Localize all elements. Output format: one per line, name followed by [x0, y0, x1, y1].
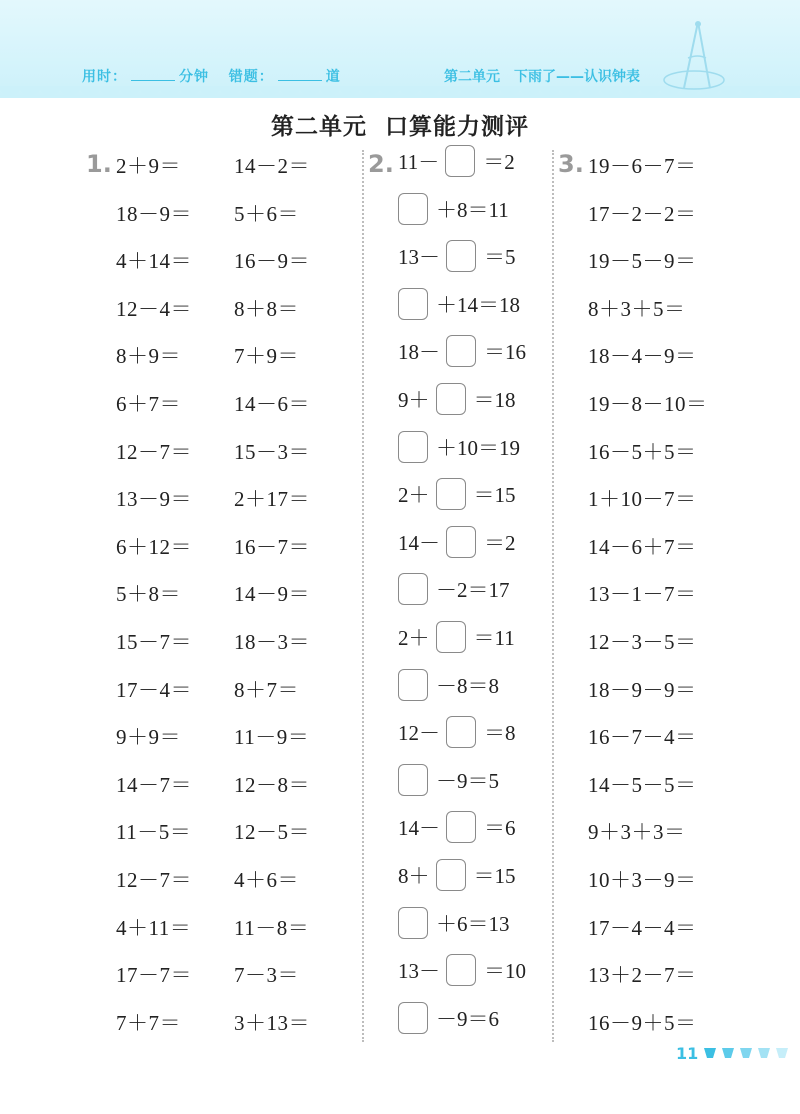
time-error-record [82, 66, 341, 86]
equation: 1＋10－7＝ [588, 487, 697, 512]
equation-suffix: ＝10 [484, 959, 526, 984]
equation: 13＋2－7＝ [588, 963, 697, 988]
fill-blank-equation [398, 954, 526, 986]
fill-blank-equation [398, 669, 499, 701]
equation: 14－9＝ [234, 582, 310, 607]
equation: 16－7－4＝ [588, 725, 697, 750]
time-unit: 分钟 [179, 69, 209, 85]
equation-suffix: －9＝5 [436, 768, 499, 793]
fill-blank-equation [398, 764, 499, 796]
equation-prefix: 14－ [398, 816, 440, 841]
equation: 11－9＝ [234, 725, 310, 750]
title-topic: 口算能力测评 [385, 114, 529, 140]
equation: 18－4－9＝ [588, 344, 697, 369]
equation-suffix: ＝11 [473, 626, 515, 650]
fill-blank-equation [398, 621, 515, 653]
answer-box[interactable] [446, 716, 476, 748]
equation: 8＋8＝ [234, 296, 299, 321]
equation-prefix: 13－ [398, 245, 440, 270]
fill-blank-equation [398, 526, 516, 558]
equation-suffix: ＋14＝18 [436, 292, 520, 317]
answer-box[interactable] [446, 335, 476, 367]
time-label: 用时： [82, 69, 127, 85]
column-divider [362, 150, 364, 1042]
equation: 11－5＝ [116, 820, 192, 845]
equation-prefix: 13－ [398, 959, 440, 984]
unit-label: 第二单元 [444, 69, 500, 85]
equation: 13－9＝ [116, 487, 192, 512]
equation: 9＋3＋3＝ [588, 820, 686, 845]
equation: 13－1－7＝ [588, 582, 697, 607]
equation: 17－4＝ [116, 677, 192, 702]
fill-blank-equation [398, 335, 526, 367]
answer-box[interactable] [436, 478, 466, 510]
equation: 15－7＝ [116, 630, 192, 654]
cup-decoration-icon [700, 1046, 800, 1060]
fill-blank-equation [398, 431, 520, 463]
equation: 14－6＋7＝ [588, 534, 697, 559]
cup-mark [740, 1048, 752, 1058]
answer-box[interactable] [398, 573, 428, 605]
answer-box[interactable] [446, 526, 476, 558]
equation-suffix: ＝8 [484, 721, 516, 746]
equation: 2＋17＝ [234, 487, 310, 512]
equation: 14－2＝ [234, 154, 310, 178]
equation-prefix: 8＋ [398, 864, 430, 888]
equation: 7＋7＝ [116, 1010, 181, 1035]
equation-suffix: ＋6＝13 [436, 911, 510, 936]
equation-prefix: 2＋ [398, 483, 430, 508]
page-title [0, 108, 800, 141]
equation: 3＋13＝ [234, 1010, 310, 1035]
fill-blank-equation [398, 383, 516, 415]
fill-blank-equation [398, 193, 509, 225]
equation-suffix: ＝2 [484, 530, 516, 555]
equation: 4＋6＝ [234, 868, 299, 892]
equation: 12－7＝ [116, 439, 192, 464]
errors-blank[interactable] [278, 68, 322, 81]
equation: 16－9＋5＝ [588, 1010, 697, 1035]
equation: 11－8＝ [234, 915, 310, 940]
section-number: 1. [86, 150, 112, 178]
cup-mark [722, 1048, 734, 1058]
answer-box[interactable] [446, 240, 476, 272]
answer-box[interactable] [436, 859, 466, 891]
compass-icon [660, 18, 730, 98]
equation: 8＋3＋5＝ [588, 296, 686, 321]
answer-box[interactable] [445, 145, 475, 177]
equation: 14－6＝ [234, 392, 310, 416]
equation: 12－5＝ [234, 820, 310, 845]
equation: 18－3＝ [234, 630, 310, 654]
equation: 6＋12＝ [116, 534, 192, 559]
equation: 12－3－5＝ [588, 630, 697, 654]
equation: 7－3＝ [234, 963, 299, 988]
answer-box[interactable] [436, 383, 466, 415]
equation: 12－7＝ [116, 868, 192, 892]
fill-blank-equation [398, 573, 510, 605]
equation: 5＋8＝ [116, 582, 181, 607]
time-blank[interactable] [131, 68, 175, 81]
equation: 18－9＝ [116, 201, 192, 226]
fill-blank-equation [398, 716, 516, 748]
answer-box[interactable] [398, 431, 428, 463]
equation: 2＋9＝ [116, 154, 181, 178]
equation: 15－3＝ [234, 439, 310, 464]
fill-blank-equation [398, 859, 516, 891]
equation-suffix: ＝15 [473, 864, 516, 888]
page-number: 11 [676, 1044, 699, 1063]
equation: 19－6－7＝ [588, 154, 697, 178]
answer-box[interactable] [398, 669, 428, 701]
errors-label: 错题： [228, 69, 274, 85]
equation: 18－9－9＝ [588, 677, 697, 702]
equation: 12－4＝ [116, 296, 192, 321]
answer-box[interactable] [398, 764, 428, 796]
equation: 16－5＋5＝ [588, 439, 697, 464]
equation-prefix: 18－ [398, 340, 440, 365]
equation: 9＋9＝ [116, 725, 181, 750]
equation: 4＋14＝ [116, 249, 192, 274]
equation-suffix: －2＝17 [436, 578, 510, 603]
section-number: 2. [368, 150, 394, 178]
equation: 6＋7＝ [116, 392, 181, 416]
chapter-heading [444, 66, 654, 86]
fill-blank-equation [398, 811, 516, 843]
equation-suffix: ＋8＝11 [436, 197, 509, 222]
fill-blank-equation [398, 145, 515, 177]
equation: 17－4－4＝ [588, 915, 697, 940]
cup-mark [776, 1048, 788, 1058]
equation: 16－9＝ [234, 249, 310, 274]
equation-suffix: ＋10＝19 [436, 435, 520, 460]
equation-suffix: ＝5 [484, 245, 516, 270]
cup-mark [704, 1048, 716, 1058]
answer-box[interactable] [398, 288, 428, 320]
equation: 19－5－9＝ [588, 249, 697, 274]
errors-unit: 道 [325, 69, 341, 85]
section-number: 3. [558, 150, 584, 178]
answer-box[interactable] [436, 621, 466, 653]
equation: 17－2－2＝ [588, 201, 697, 226]
equation-prefix: 2＋ [398, 626, 430, 650]
answer-box[interactable] [398, 193, 428, 225]
answer-box[interactable] [398, 907, 428, 939]
equation: 7＋9＝ [234, 344, 299, 369]
equation: 5＋6＝ [234, 201, 299, 226]
fill-blank-equation [398, 240, 516, 272]
equation-suffix: ＝2 [483, 150, 515, 174]
answer-box[interactable] [446, 954, 476, 986]
equation: 4＋11＝ [116, 915, 192, 940]
equation-suffix: ＝16 [484, 340, 526, 365]
equation: 14－5－5＝ [588, 772, 697, 797]
equation-suffix: －8＝8 [436, 673, 499, 698]
equation-suffix: －9＝6 [436, 1006, 499, 1031]
equation: 12－8＝ [234, 772, 310, 797]
equation: 8＋9＝ [116, 344, 181, 369]
title-unit: 第二单元 [271, 114, 367, 140]
equation-prefix: 9＋ [398, 388, 430, 412]
equation: 16－7＝ [234, 534, 310, 559]
column-divider [552, 150, 554, 1042]
chapter-label: 下雨了——认识钟表 [514, 69, 640, 85]
equation: 14－7＝ [116, 772, 192, 797]
answer-box[interactable] [398, 1002, 428, 1034]
equation: 8＋7＝ [234, 677, 299, 702]
fill-blank-equation [398, 907, 510, 939]
fill-blank-equation [398, 288, 520, 320]
equation-prefix: 12－ [398, 721, 440, 746]
equation-prefix: 14－ [398, 530, 440, 555]
cup-mark [758, 1048, 770, 1058]
equation-suffix: ＝18 [473, 388, 516, 412]
equation: 17－7＝ [116, 963, 192, 988]
equation: 19－8－10＝ [588, 392, 708, 416]
equation: 10＋3－9＝ [588, 868, 697, 892]
equation-suffix: ＝6 [484, 816, 516, 841]
equation-suffix: ＝15 [473, 483, 516, 508]
answer-box[interactable] [446, 811, 476, 843]
fill-blank-equation [398, 478, 516, 510]
equation-prefix: 11－ [398, 150, 440, 174]
fill-blank-equation [398, 1002, 499, 1034]
